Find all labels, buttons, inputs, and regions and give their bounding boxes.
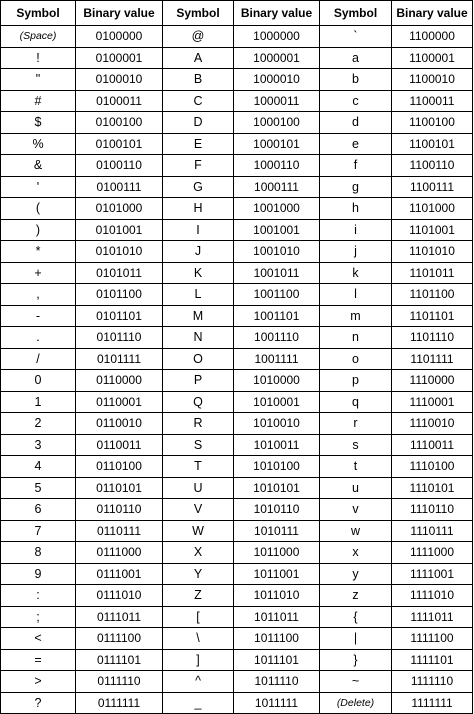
binary-value-cell: 1111100 [392, 628, 473, 650]
binary-value-cell: 1100101 [392, 133, 473, 155]
header-symbol: Symbol [320, 1, 392, 26]
symbol-cell: N [163, 327, 234, 349]
symbol-cell: Z [163, 585, 234, 607]
binary-value-cell: 1110011 [392, 434, 473, 456]
symbol-cell: E [163, 133, 234, 155]
symbol-cell: 9 [1, 563, 76, 585]
table-row [1, 585, 473, 607]
table-body [1, 26, 473, 714]
symbol-cell: W [163, 520, 234, 542]
binary-value-cell: 1111011 [392, 606, 473, 628]
binary-value-cell: 1001010 [234, 241, 320, 263]
binary-value-cell: 1110111 [392, 520, 473, 542]
binary-value-cell: 1001000 [234, 198, 320, 220]
binary-value-cell: 1000101 [234, 133, 320, 155]
symbol-cell: ~ [320, 671, 392, 693]
binary-value-cell: 1011101 [234, 649, 320, 671]
table-row [1, 628, 473, 650]
table-row [1, 90, 473, 112]
symbol-cell: v [320, 499, 392, 521]
table-row [1, 284, 473, 306]
binary-value-cell: 0111110 [76, 671, 163, 693]
symbol-cell: l [320, 284, 392, 306]
binary-value-cell: 1111000 [392, 542, 473, 564]
table-row [1, 26, 473, 48]
table-row [1, 198, 473, 220]
symbol-cell: V [163, 499, 234, 521]
symbol-cell: [ [163, 606, 234, 628]
table-row [1, 305, 473, 327]
symbol-cell: L [163, 284, 234, 306]
binary-value-cell: 0101110 [76, 327, 163, 349]
table-row [1, 69, 473, 91]
symbol-cell: f [320, 155, 392, 177]
header-row [1, 1, 473, 26]
binary-value-cell: 1100111 [392, 176, 473, 198]
symbol-cell: c [320, 90, 392, 112]
symbol-cell: y [320, 563, 392, 585]
symbol-cell: O [163, 348, 234, 370]
symbol-cell: q [320, 391, 392, 413]
binary-value-cell: 1000111 [234, 176, 320, 198]
symbol-cell: S [163, 434, 234, 456]
binary-value-cell: 0110100 [76, 456, 163, 478]
binary-value-cell: 0100010 [76, 69, 163, 91]
symbol-cell: p [320, 370, 392, 392]
symbol-cell: X [163, 542, 234, 564]
symbol-cell: : [1, 585, 76, 607]
binary-value-cell: 1011001 [234, 563, 320, 585]
table-row [1, 241, 473, 263]
symbol-cell: } [320, 649, 392, 671]
symbol-cell: { [320, 606, 392, 628]
binary-value-cell: 1000010 [234, 69, 320, 91]
binary-value-cell: 1010110 [234, 499, 320, 521]
binary-value-cell: 1101101 [392, 305, 473, 327]
binary-value-cell: 1010100 [234, 456, 320, 478]
table-row [1, 542, 473, 564]
symbol-cell: = [1, 649, 76, 671]
binary-value-cell: 1000000 [234, 26, 320, 48]
symbol-cell: _ [163, 692, 234, 714]
symbol-cell: | [320, 628, 392, 650]
binary-value-cell: 1101000 [392, 198, 473, 220]
binary-value-cell: 1110100 [392, 456, 473, 478]
table-row [1, 112, 473, 134]
table-row [1, 155, 473, 177]
binary-value-cell: 0110001 [76, 391, 163, 413]
binary-value-cell: 0110000 [76, 370, 163, 392]
binary-value-cell: 0100100 [76, 112, 163, 134]
symbol-cell: H [163, 198, 234, 220]
symbol-cell: C [163, 90, 234, 112]
binary-value-cell: 1110000 [392, 370, 473, 392]
binary-value-cell: 1101111 [392, 348, 473, 370]
symbol-cell: n [320, 327, 392, 349]
symbol-cell: ? [1, 692, 76, 714]
symbol-cell: ) [1, 219, 76, 241]
header-symbol: Symbol [1, 1, 76, 26]
symbol-cell: G [163, 176, 234, 198]
binary-value-cell: 0110110 [76, 499, 163, 521]
symbol-cell: R [163, 413, 234, 435]
table-row [1, 327, 473, 349]
binary-value-cell: 1100010 [392, 69, 473, 91]
symbol-cell: % [1, 133, 76, 155]
symbol-cell: g [320, 176, 392, 198]
binary-value-cell: 1001001 [234, 219, 320, 241]
binary-value-cell: 1011000 [234, 542, 320, 564]
symbol-cell: 8 [1, 542, 76, 564]
binary-value-cell: 1011111 [234, 692, 320, 714]
binary-value-cell: 1010000 [234, 370, 320, 392]
symbol-cell: 1 [1, 391, 76, 413]
binary-value-cell: 1011011 [234, 606, 320, 628]
symbol-cell: (Delete) [320, 692, 392, 714]
table-row [1, 348, 473, 370]
binary-value-cell: 1001110 [234, 327, 320, 349]
table-row [1, 370, 473, 392]
binary-value-cell: 0100000 [76, 26, 163, 48]
binary-value-cell: 1010001 [234, 391, 320, 413]
binary-value-cell: 0100110 [76, 155, 163, 177]
symbol-cell: k [320, 262, 392, 284]
symbol-cell: (Space) [1, 26, 76, 48]
binary-value-cell: 0111011 [76, 606, 163, 628]
binary-value-cell: 0101001 [76, 219, 163, 241]
binary-value-cell: 1111110 [392, 671, 473, 693]
header-binary-value: Binary value [392, 1, 473, 26]
binary-value-cell: 1101110 [392, 327, 473, 349]
table-header [1, 1, 473, 26]
symbol-cell: ! [1, 47, 76, 69]
table-row [1, 176, 473, 198]
symbol-cell: t [320, 456, 392, 478]
symbol-cell: 5 [1, 477, 76, 499]
symbol-cell: 0 [1, 370, 76, 392]
binary-value-cell: 0101111 [76, 348, 163, 370]
binary-value-cell: 0101100 [76, 284, 163, 306]
binary-value-cell: 1011100 [234, 628, 320, 650]
symbol-cell: A [163, 47, 234, 69]
binary-value-cell: 1110110 [392, 499, 473, 521]
symbol-cell: o [320, 348, 392, 370]
symbol-cell: * [1, 241, 76, 263]
binary-value-cell: 0110111 [76, 520, 163, 542]
symbol-cell: 4 [1, 456, 76, 478]
symbol-cell: m [320, 305, 392, 327]
header-binary-value: Binary value [234, 1, 320, 26]
binary-value-cell: 1101011 [392, 262, 473, 284]
table-row [1, 434, 473, 456]
symbol-cell: ^ [163, 671, 234, 693]
binary-value-cell: 1000110 [234, 155, 320, 177]
symbol-cell: s [320, 434, 392, 456]
binary-value-cell: 1010111 [234, 520, 320, 542]
binary-value-cell: 1000100 [234, 112, 320, 134]
table-row [1, 692, 473, 714]
symbol-cell: # [1, 90, 76, 112]
binary-value-cell: 0110011 [76, 434, 163, 456]
binary-value-cell: 0101010 [76, 241, 163, 263]
header-symbol: Symbol [163, 1, 234, 26]
binary-value-cell: 1100000 [392, 26, 473, 48]
symbol-cell: - [1, 305, 76, 327]
binary-value-cell: 0101000 [76, 198, 163, 220]
symbol-cell: Q [163, 391, 234, 413]
binary-value-cell: 1110101 [392, 477, 473, 499]
binary-value-cell: 1001111 [234, 348, 320, 370]
symbol-cell: w [320, 520, 392, 542]
table-row [1, 520, 473, 542]
binary-value-cell: 1101010 [392, 241, 473, 263]
symbol-cell: b [320, 69, 392, 91]
symbol-cell: i [320, 219, 392, 241]
binary-value-cell: 0110010 [76, 413, 163, 435]
table-row [1, 456, 473, 478]
symbol-cell: ' [1, 176, 76, 198]
symbol-cell: J [163, 241, 234, 263]
symbol-cell: . [1, 327, 76, 349]
binary-value-cell: 0111100 [76, 628, 163, 650]
header-binary-value: Binary value [76, 1, 163, 26]
table-row [1, 391, 473, 413]
binary-value-cell: 1100011 [392, 90, 473, 112]
symbol-cell: 3 [1, 434, 76, 456]
table-row [1, 262, 473, 284]
symbol-cell: $ [1, 112, 76, 134]
symbol-cell: > [1, 671, 76, 693]
symbol-cell: " [1, 69, 76, 91]
binary-value-cell: 0111101 [76, 649, 163, 671]
binary-value-cell: 1010011 [234, 434, 320, 456]
binary-value-cell: 1111101 [392, 649, 473, 671]
binary-value-cell: 0111001 [76, 563, 163, 585]
table-row [1, 219, 473, 241]
binary-value-cell: 1000011 [234, 90, 320, 112]
symbol-cell: < [1, 628, 76, 650]
binary-value-cell: 0111000 [76, 542, 163, 564]
symbol-cell: \ [163, 628, 234, 650]
symbol-cell: ] [163, 649, 234, 671]
binary-value-cell: 0111111 [76, 692, 163, 714]
binary-value-cell: 0101011 [76, 262, 163, 284]
symbol-cell: u [320, 477, 392, 499]
binary-value-cell: 0111010 [76, 585, 163, 607]
symbol-cell: M [163, 305, 234, 327]
symbol-cell: h [320, 198, 392, 220]
symbol-cell: P [163, 370, 234, 392]
table-row [1, 133, 473, 155]
symbol-cell: e [320, 133, 392, 155]
symbol-cell: K [163, 262, 234, 284]
binary-value-cell: 1100110 [392, 155, 473, 177]
table-row [1, 477, 473, 499]
binary-value-cell: 1010101 [234, 477, 320, 499]
symbol-cell: I [163, 219, 234, 241]
symbol-cell: 7 [1, 520, 76, 542]
symbol-cell: / [1, 348, 76, 370]
binary-value-cell: 1000001 [234, 47, 320, 69]
symbol-cell: d [320, 112, 392, 134]
symbol-cell: @ [163, 26, 234, 48]
binary-value-cell: 1111001 [392, 563, 473, 585]
binary-value-cell: 1111010 [392, 585, 473, 607]
symbol-cell: , [1, 284, 76, 306]
binary-value-cell: 1100001 [392, 47, 473, 69]
binary-value-cell: 1011010 [234, 585, 320, 607]
binary-value-cell: 0110101 [76, 477, 163, 499]
table-row [1, 671, 473, 693]
table-row [1, 47, 473, 69]
table-row [1, 606, 473, 628]
symbol-cell: + [1, 262, 76, 284]
symbol-cell: ( [1, 198, 76, 220]
binary-value-cell: 0100001 [76, 47, 163, 69]
symbol-cell: U [163, 477, 234, 499]
symbol-cell: B [163, 69, 234, 91]
symbol-cell: F [163, 155, 234, 177]
symbol-cell: 6 [1, 499, 76, 521]
symbol-cell: j [320, 241, 392, 263]
binary-value-cell: 1001101 [234, 305, 320, 327]
binary-value-cell: 0100011 [76, 90, 163, 112]
binary-value-cell: 0100111 [76, 176, 163, 198]
table-row [1, 413, 473, 435]
binary-value-cell: 1110001 [392, 391, 473, 413]
symbol-cell: D [163, 112, 234, 134]
binary-value-cell: 1010010 [234, 413, 320, 435]
symbol-cell: a [320, 47, 392, 69]
symbol-cell: & [1, 155, 76, 177]
symbol-cell: ` [320, 26, 392, 48]
table-row [1, 499, 473, 521]
binary-value-cell: 1101100 [392, 284, 473, 306]
binary-value-cell: 0101101 [76, 305, 163, 327]
symbol-cell: ; [1, 606, 76, 628]
symbol-cell: z [320, 585, 392, 607]
symbol-cell: 2 [1, 413, 76, 435]
binary-value-cell: 1011110 [234, 671, 320, 693]
symbol-cell: Y [163, 563, 234, 585]
table-row [1, 563, 473, 585]
symbol-cell: T [163, 456, 234, 478]
symbol-cell: r [320, 413, 392, 435]
binary-value-cell: 1101001 [392, 219, 473, 241]
table-row [1, 649, 473, 671]
symbol-cell: x [320, 542, 392, 564]
binary-value-cell: 1100100 [392, 112, 473, 134]
binary-value-cell: 1001011 [234, 262, 320, 284]
binary-value-cell: 1001100 [234, 284, 320, 306]
binary-value-cell: 0100101 [76, 133, 163, 155]
binary-value-cell: 1110010 [392, 413, 473, 435]
binary-value-cell: 1111111 [392, 692, 473, 714]
